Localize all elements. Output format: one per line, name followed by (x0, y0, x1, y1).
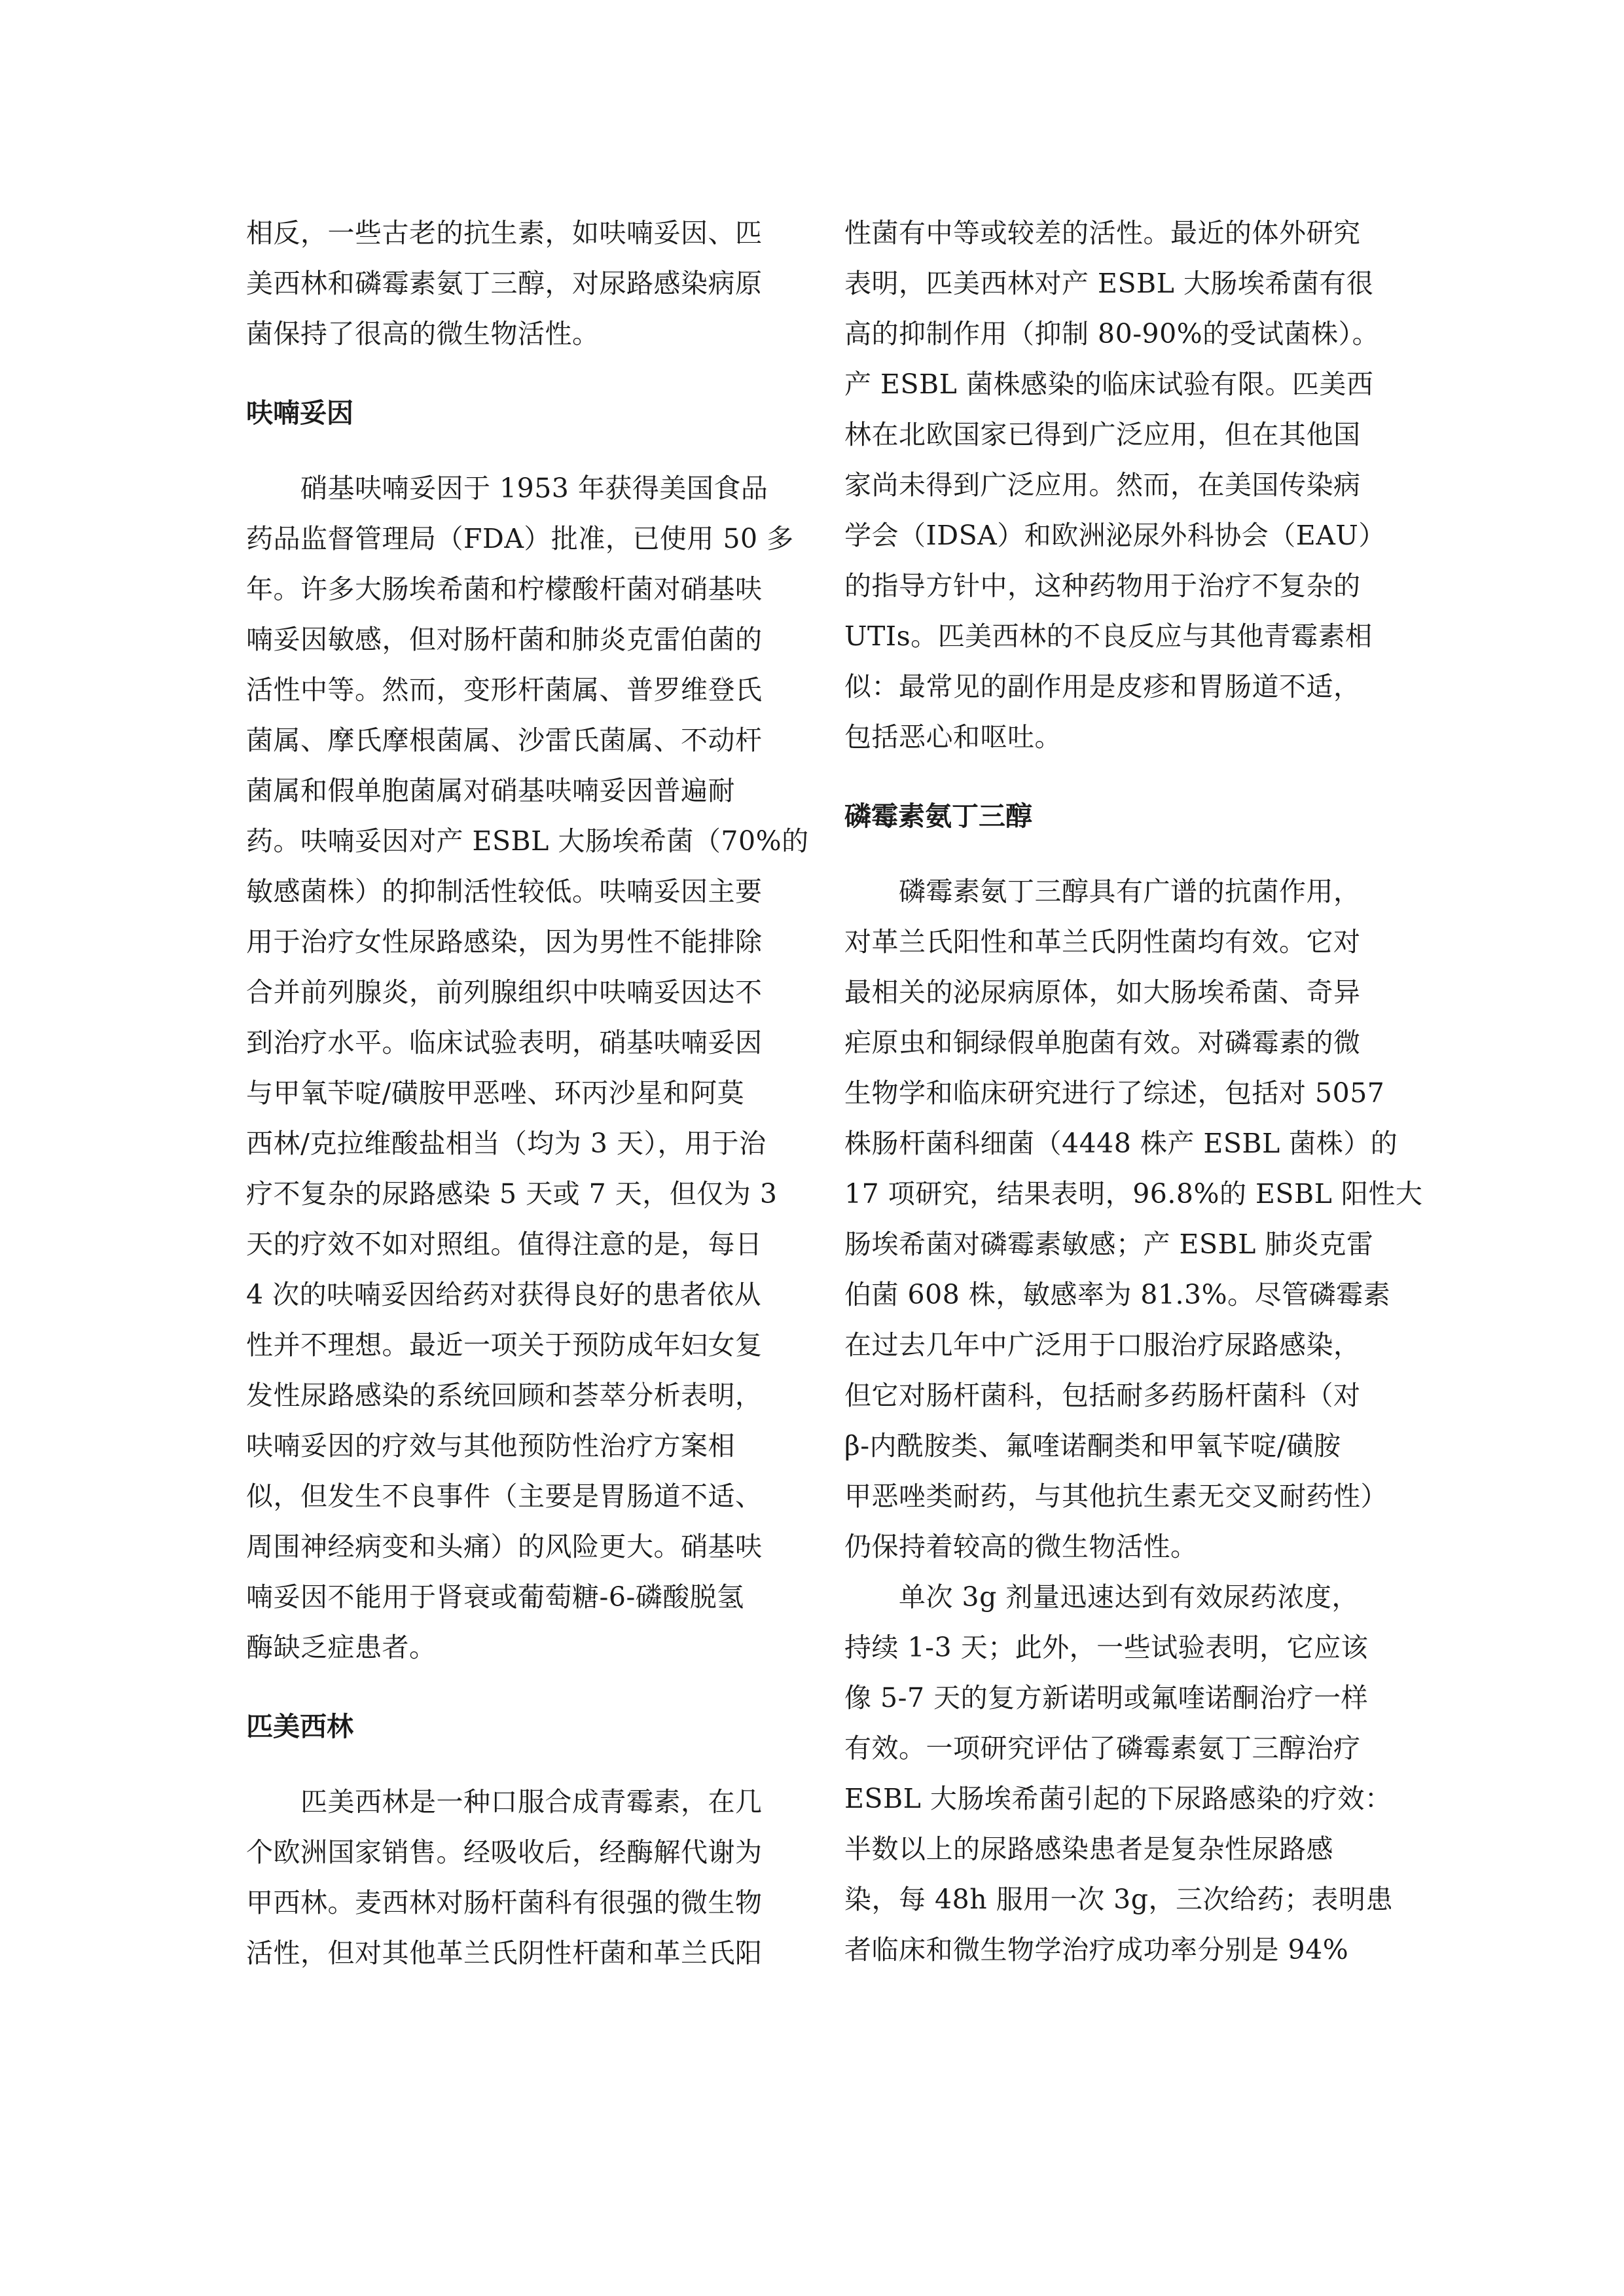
text-line: 疟原虫和铜绿假单胞菌有效。对磷霉素的微 (844, 1027, 1361, 1058)
text-line: 17 项研究，结果表明，96.8%的 ESBL 阳性大 (844, 1178, 1423, 1210)
text-line: 最相关的泌尿病原体，如大肠埃希菌、奇异 (844, 977, 1361, 1008)
text-line: 表明，匹美西林对产 ESBL 大肠埃希菌有很 (844, 268, 1374, 299)
section-heading-pivmecillinam: 匹美西林 (246, 1711, 353, 1742)
text-line: 美西林和磷霉素氨丁三醇，对尿路感染病原 (246, 268, 763, 299)
text-line: 磷霉素氨丁三醇具有广谱的抗菌作用， (899, 876, 1361, 907)
text-line: 伯菌 608 株，敏感率为 81.3%。尽管磷霉素 (844, 1279, 1391, 1310)
text-line: 西林/克拉维酸盐相当（均为 3 天），用于治 (246, 1128, 767, 1159)
text-line: 甲西林。麦西林对肠杆菌科有很强的微生物 (246, 1887, 763, 1918)
text-line: 菌属、摩氏摩根菌属、沙雷氏菌属、不动杆 (246, 725, 763, 756)
text-line: 个欧洲国家销售。经吸收后，经酶解代谢为 (246, 1837, 763, 1868)
text-line: 半数以上的尿路感染患者是复杂性尿路感 (844, 1833, 1333, 1865)
text-line: 有效。一项研究评估了磷霉素氨丁三醇治疗 (844, 1732, 1361, 1764)
pivmecillinam-paragraph (246, 1777, 799, 1979)
text-line: 者临床和微生物学治疗成功率分别是 94% (844, 1934, 1349, 1965)
text-line: UTIs。匹美西林的不良反应与其他青霉素相 (844, 620, 1373, 652)
text-line: 喃妥因敏感，但对肠杆菌和肺炎克雷伯菌的 (246, 624, 763, 655)
text-line: 匹美西林是一种口服合成青霉素，在几 (300, 1786, 763, 1818)
fosfomycin-paragraph-1 (844, 867, 1423, 1572)
text-line: 周围神经病变和头痛）的风险更大。硝基呋 (246, 1531, 763, 1562)
text-line: 性菌有中等或较差的活性。最近的体外研究 (844, 217, 1361, 249)
text-line: 用于治疗女性尿路感染，因为男性不能排除 (246, 926, 763, 958)
text-line: 包括恶心和呕吐。 (844, 721, 1062, 753)
text-line: 甲恶唑类耐药，与其他抗生素无交叉耐药性） (844, 1480, 1388, 1512)
text-line: 药。呋喃妥因对产 ESBL 大肠埃希菌（70%的 (246, 825, 809, 857)
text-line: 似，但发生不良事件（主要是胃肠道不适、 (246, 1480, 763, 1512)
text-line: ESBL 大肠埃希菌引起的下尿路感染的疗效： (844, 1783, 1392, 1814)
text-line: 活性，但对其他革兰氏阴性杆菌和革兰氏阳 (246, 1937, 763, 1969)
text-line: 产 ESBL 菌株感染的临床试验有限。匹美西 (844, 368, 1374, 400)
text-line: 菌保持了很高的微生物活性。 (246, 318, 600, 350)
text-line: 生物学和临床研究进行了综述，包括对 5057 (844, 1077, 1385, 1109)
text-line: 但它对肠杆菌科，包括耐多药肠杆菌科（对 (844, 1380, 1361, 1411)
text-line: β-内酰胺类、氟喹诺酮类和甲氧苄啶/磺胺 (844, 1430, 1341, 1462)
nitrofurantoin-paragraph (246, 463, 809, 1673)
text-line: 菌属和假单胞菌属对硝基呋喃妥因普遍耐 (246, 775, 735, 806)
text-line: 敏感菌株）的抑制活性较低。呋喃妥因主要 (246, 876, 763, 907)
text-line: 高的抑制作用（抑制 80-90%的受试菌株）。 (844, 318, 1380, 350)
pivmecillinam-paragraph-continued (844, 208, 1398, 762)
text-line: 似：最常见的副作用是皮疹和胃肠道不适， (844, 671, 1361, 702)
text-line: 单次 3g 剂量迅速达到有效尿药浓度， (899, 1581, 1359, 1613)
section-heading-nitrofurantoin: 呋喃妥因 (246, 397, 353, 429)
text-line: 疗不复杂的尿路感染 5 天或 7 天，但仅为 3 (246, 1178, 778, 1210)
section-heading-fosfomycin: 磷霉素氨丁三醇 (844, 800, 1032, 832)
text-line: 相反，一些古老的抗生素，如呋喃妥因、匹 (246, 217, 763, 249)
text-line: 硝基呋喃妥因于 1953 年获得美国食品 (300, 473, 768, 504)
text-line: 4 次的呋喃妥因给药对获得良好的患者依从 (246, 1279, 762, 1310)
left-column (246, 208, 809, 1979)
right-column (844, 208, 1423, 1975)
text-line: 林在北欧国家已得到广泛应用，但在其他国 (844, 419, 1361, 450)
text-line: 在过去几年中广泛用于口服治疗尿路感染， (844, 1329, 1361, 1361)
text-line: 喃妥因不能用于肾衰或葡萄糖-6-磷酸脱氢 (246, 1581, 744, 1613)
text-line: 呋喃妥因的疗效与其他预防性治疗方案相 (246, 1430, 735, 1462)
text-line: 合并前列腺炎，前列腺组织中呋喃妥因达不 (246, 977, 763, 1008)
text-line: 学会（IDSA）和欧洲泌尿外科协会（EAU） (844, 520, 1386, 551)
text-line: 对革兰氏阳性和革兰氏阴性菌均有效。它对 (844, 926, 1361, 958)
text-line: 年。许多大肠埃希菌和柠檬酸杆菌对硝基呋 (246, 573, 763, 605)
intro-paragraph (246, 208, 799, 359)
text-line: 酶缺乏症患者。 (246, 1632, 437, 1663)
text-line: 天的疗效不如对照组。值得注意的是，每日 (246, 1229, 763, 1260)
text-line: 肠埃希菌对磷霉素敏感；产 ESBL 肺炎克雷 (844, 1229, 1374, 1260)
text-line: 药品监督管理局（FDA）批准，已使用 50 多 (246, 523, 794, 554)
text-line: 活性中等。然而，变形杆菌属、普罗维登氏 (246, 674, 763, 706)
text-line: 仍保持着较高的微生物活性。 (844, 1531, 1198, 1562)
text-line: 持续 1-3 天；此外，一些试验表明，它应该 (844, 1632, 1369, 1663)
text-line: 的指导方针中，这种药物用于治疗不复杂的 (844, 570, 1361, 601)
text-line: 性并不理想。最近一项关于预防成年妇女复 (246, 1329, 763, 1361)
text-line: 家尚未得到广泛应用。然而，在美国传染病 (844, 469, 1361, 501)
text-line: 与甲氧苄啶/磺胺甲恶唑、环丙沙星和阿莫 (246, 1077, 745, 1109)
text-line: 到治疗水平。临床试验表明，硝基呋喃妥因 (246, 1027, 763, 1058)
text-line: 株肠杆菌科细菌（4448 株产 ESBL 菌株）的 (844, 1128, 1398, 1159)
fosfomycin-paragraph-2 (844, 1572, 1398, 1975)
text-line: 染，每 48h 服用一次 3g，三次给药；表明患 (844, 1884, 1394, 1915)
text-line: 发性尿路感染的系统回顾和荟萃分析表明， (246, 1380, 763, 1411)
text-line: 像 5-7 天的复方新诺明或氟喹诺酮治疗一样 (844, 1682, 1369, 1713)
